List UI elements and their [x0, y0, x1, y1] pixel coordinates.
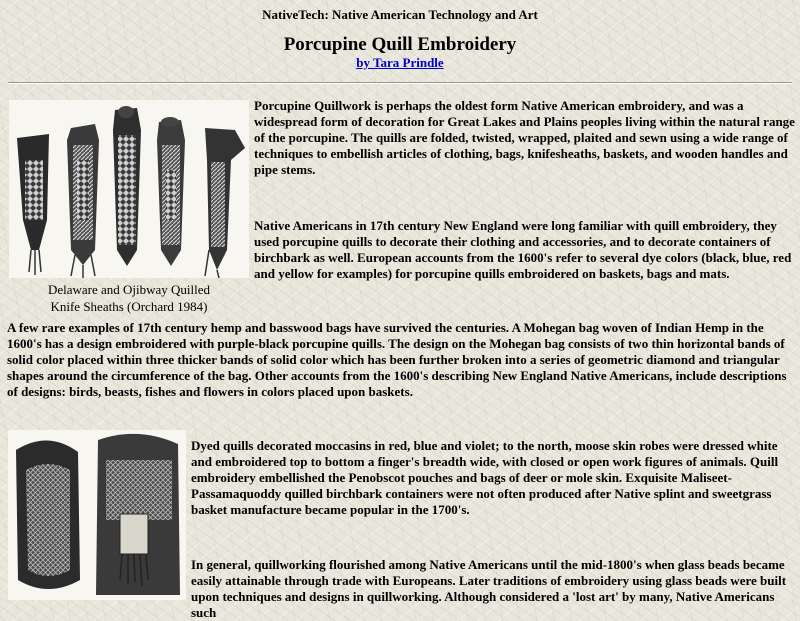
- paragraph-mohegan-bag: A few rare examples of 17th century hemp and basswood bags have survived the centuries. A Mohegan bag woven of Indian Hemp in the 1600's has a design embroidered with purple-black porcupine quills. The design on the Mohegan bag consists of two thin horizontal bands of solid color placed within three thicker bands of solid color which has been further broken into a series of geometric diamond and triangular shapes around the circumference of the bag. Other accounts from the 1600's describing New England Native Americans, include descriptions of designs: birds, beasts, fishes and flowers in colors placed upon baskets.: [7, 320, 787, 399]
- author-link[interactable]: by Tara Prindle: [356, 55, 444, 70]
- site-title: NativeTech: Native American Technology and Art: [262, 7, 538, 22]
- knife-sheaths-image: [9, 100, 249, 278]
- moccasins-image: [8, 430, 186, 600]
- paragraph-dyed-quills: Dyed quills decorated moccasins in red, blue and violet; to the north, moose skin robes were dressed white and embroidered top to bottom a finger's breadth wide, with closed or open work figures of animals. Quill embroidery embellished the Penobscot pouches and bags of deer or mole skin. Exquisite Maliseet-Passamaquoddy quilled birchbark containers were not often produced after Native splint and sweetgrass basket manufacture became popular in the 1700's.: [191, 438, 779, 517]
- author-line: [0, 55, 800, 71]
- paragraph-new-england: Native Americans in 17th century New England were long familiar with quill embroidery, they used porcupine quills to decorate their clothing and accessories, and to decorate containers of birchbark as well. European accounts from the 1600's refer to several dye colors (black, blue, red and yellow for examples) for porcupine quills embroidered on baskets, bags and mats.: [254, 218, 792, 281]
- paragraph-intro: Porcupine Quillwork is perhaps the oldest form Native American embroidery, and was a widespread form of decoration for Great Lakes and Plains peoples living within the natural range of the porcupine. The quills are folded, twisted, wrapped, plaited and sewn using a wide range of techniques to embellish articles of clothing, bags, knifesheaths, baskets, and wooden handles and pipe stems.: [254, 98, 795, 177]
- paragraph-glass-beads: In general, quillworking flourished among Native Americans until the mid-1800's when glass beads became easily attainable through trade with Europeans. Later traditions of embroidery using glass beads were built upon techniques and designs in quillworking. Although considered a 'lost art' by many, Native Americans such: [191, 557, 787, 620]
- page-title: Porcupine Quill Embroidery: [283, 34, 517, 55]
- horizontal-rule: [8, 82, 792, 84]
- knife-sheaths-caption: Delaware and Ojibway Quilled Knife Sheaths (Orchard 1984): [47, 282, 211, 314]
